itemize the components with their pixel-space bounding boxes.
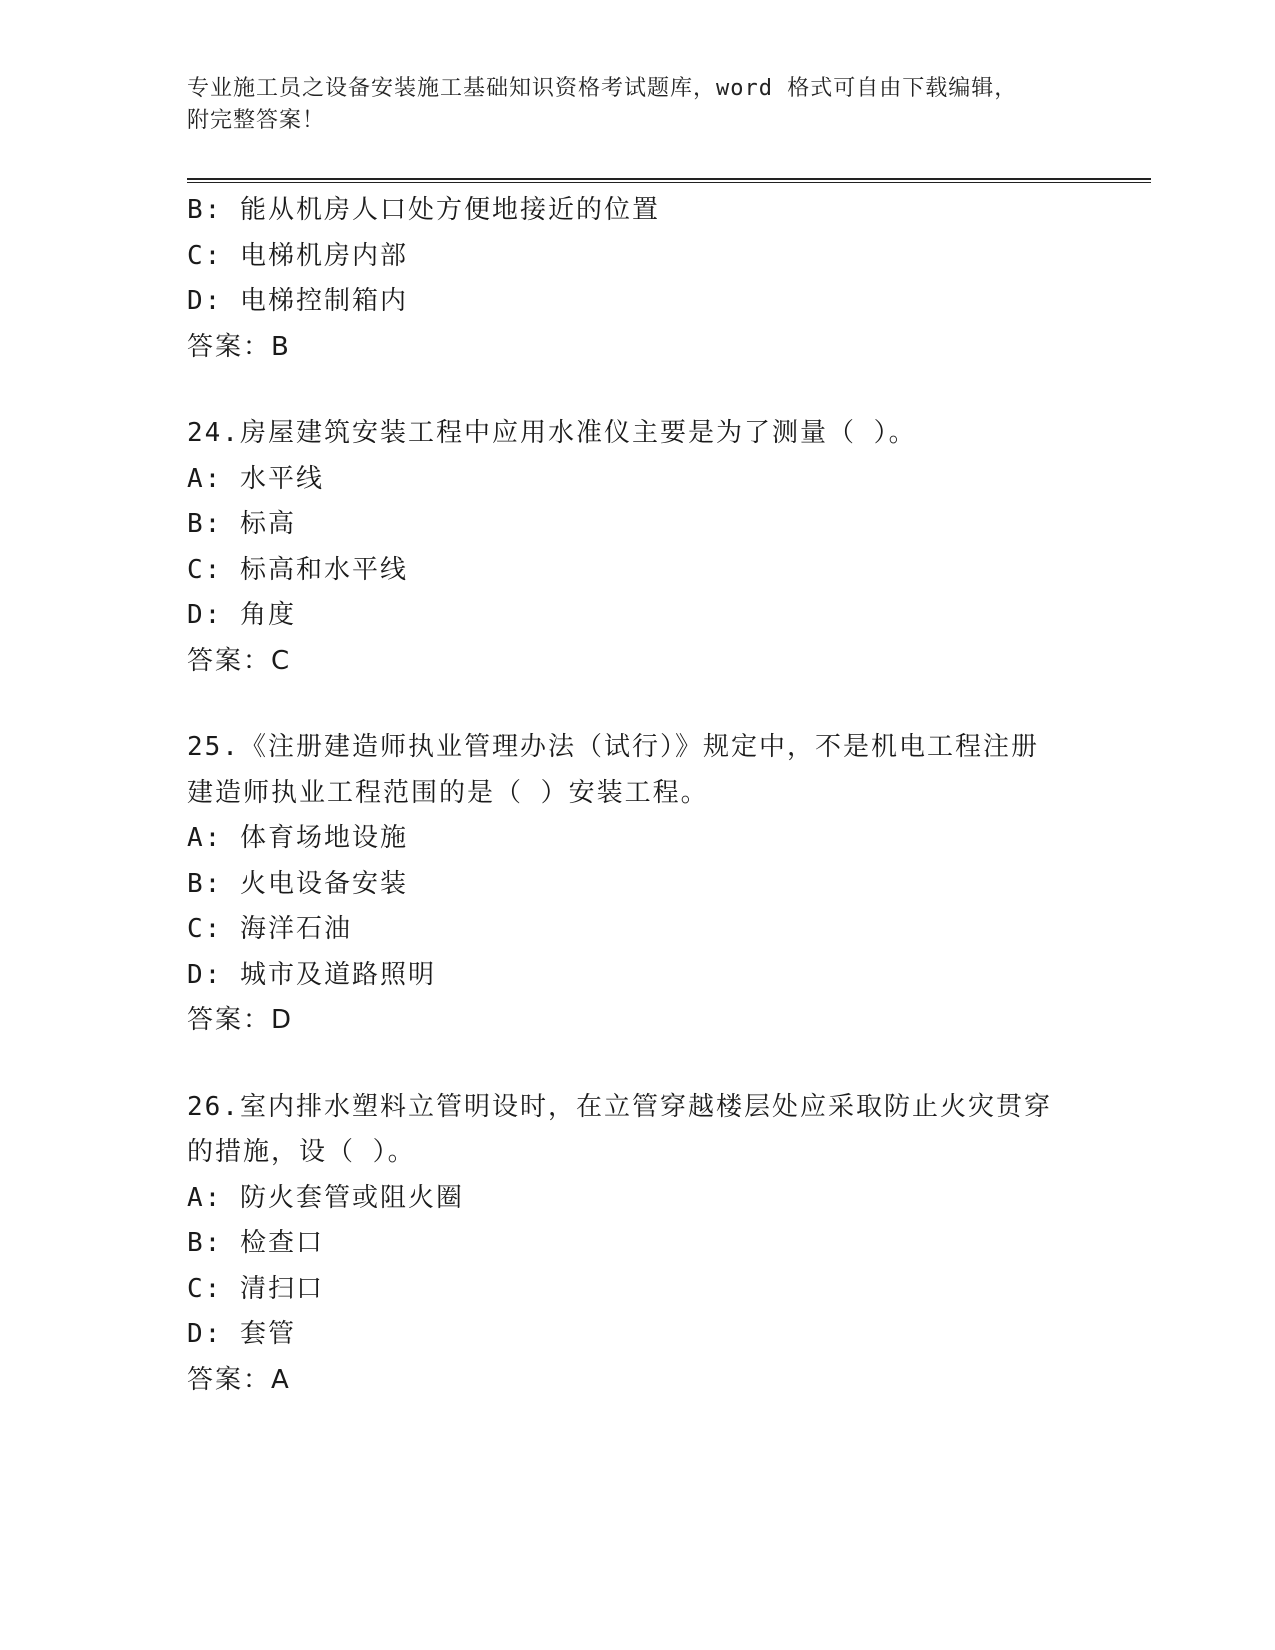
header-line-1: 专业施工员之设备安装施工基础知识资格考试题库，word 格式可自由下载编辑，: [187, 76, 1018, 101]
option-d: D: 角度: [187, 600, 296, 630]
option-b: B: 检查口: [187, 1228, 324, 1258]
answer-line: 答案：A: [187, 1364, 291, 1395]
question-24: [187, 411, 1151, 684]
option-d: D: 电梯控制箱内: [187, 286, 408, 316]
question-26: [187, 1085, 1151, 1404]
option-c: C: 清扫口: [187, 1273, 324, 1304]
option-c: C: 标高和水平线: [187, 554, 408, 585]
option-c: C: 海洋石油: [187, 914, 352, 944]
option-b: B: 火电设备安装: [187, 868, 408, 899]
header-line-2: 附完整答案！: [187, 108, 326, 133]
option-d: D: 套管: [187, 1319, 296, 1349]
question-text: [187, 725, 1067, 816]
question-list: [187, 188, 1151, 1403]
option-d: D: 城市及道路照明: [187, 959, 436, 990]
question-23: [187, 188, 1151, 370]
question-text-line: 的措施，设（ ）。: [187, 1137, 416, 1167]
option-c: C: 电梯机房内部: [187, 240, 408, 271]
question-text: [187, 1085, 1067, 1176]
answer-line: 答案：D: [187, 1005, 294, 1035]
document-header: [187, 73, 1067, 137]
question-text-line: 建造师执业工程范围的是（ ）安装工程。: [187, 777, 709, 808]
header-divider: [187, 178, 1151, 183]
question-text-line: 26.室内排水塑料立管明设时，在立管穿越楼层处应采取防止火灾贯穿: [187, 1091, 1052, 1122]
option-b: B: 标高: [187, 509, 296, 539]
question-text-line: 25.《注册建造师执业管理办法（试行）》规定中，不是机电工程注册: [187, 732, 1039, 762]
option-a: A: 防火套管或阻火圈: [187, 1182, 464, 1213]
question-text: [187, 411, 1067, 457]
option-a: A: 体育场地设施: [187, 823, 408, 853]
answer-line: 答案：B: [187, 331, 291, 362]
option-b: B: 能从机房人口处方便地接近的位置: [187, 195, 660, 225]
option-a: A: 水平线: [187, 463, 324, 494]
question-text-line: 24.房屋建筑安装工程中应用水准仪主要是为了测量（ ）。: [187, 418, 917, 448]
question-25: [187, 725, 1151, 1044]
answer-line: 答案：C: [187, 645, 292, 676]
